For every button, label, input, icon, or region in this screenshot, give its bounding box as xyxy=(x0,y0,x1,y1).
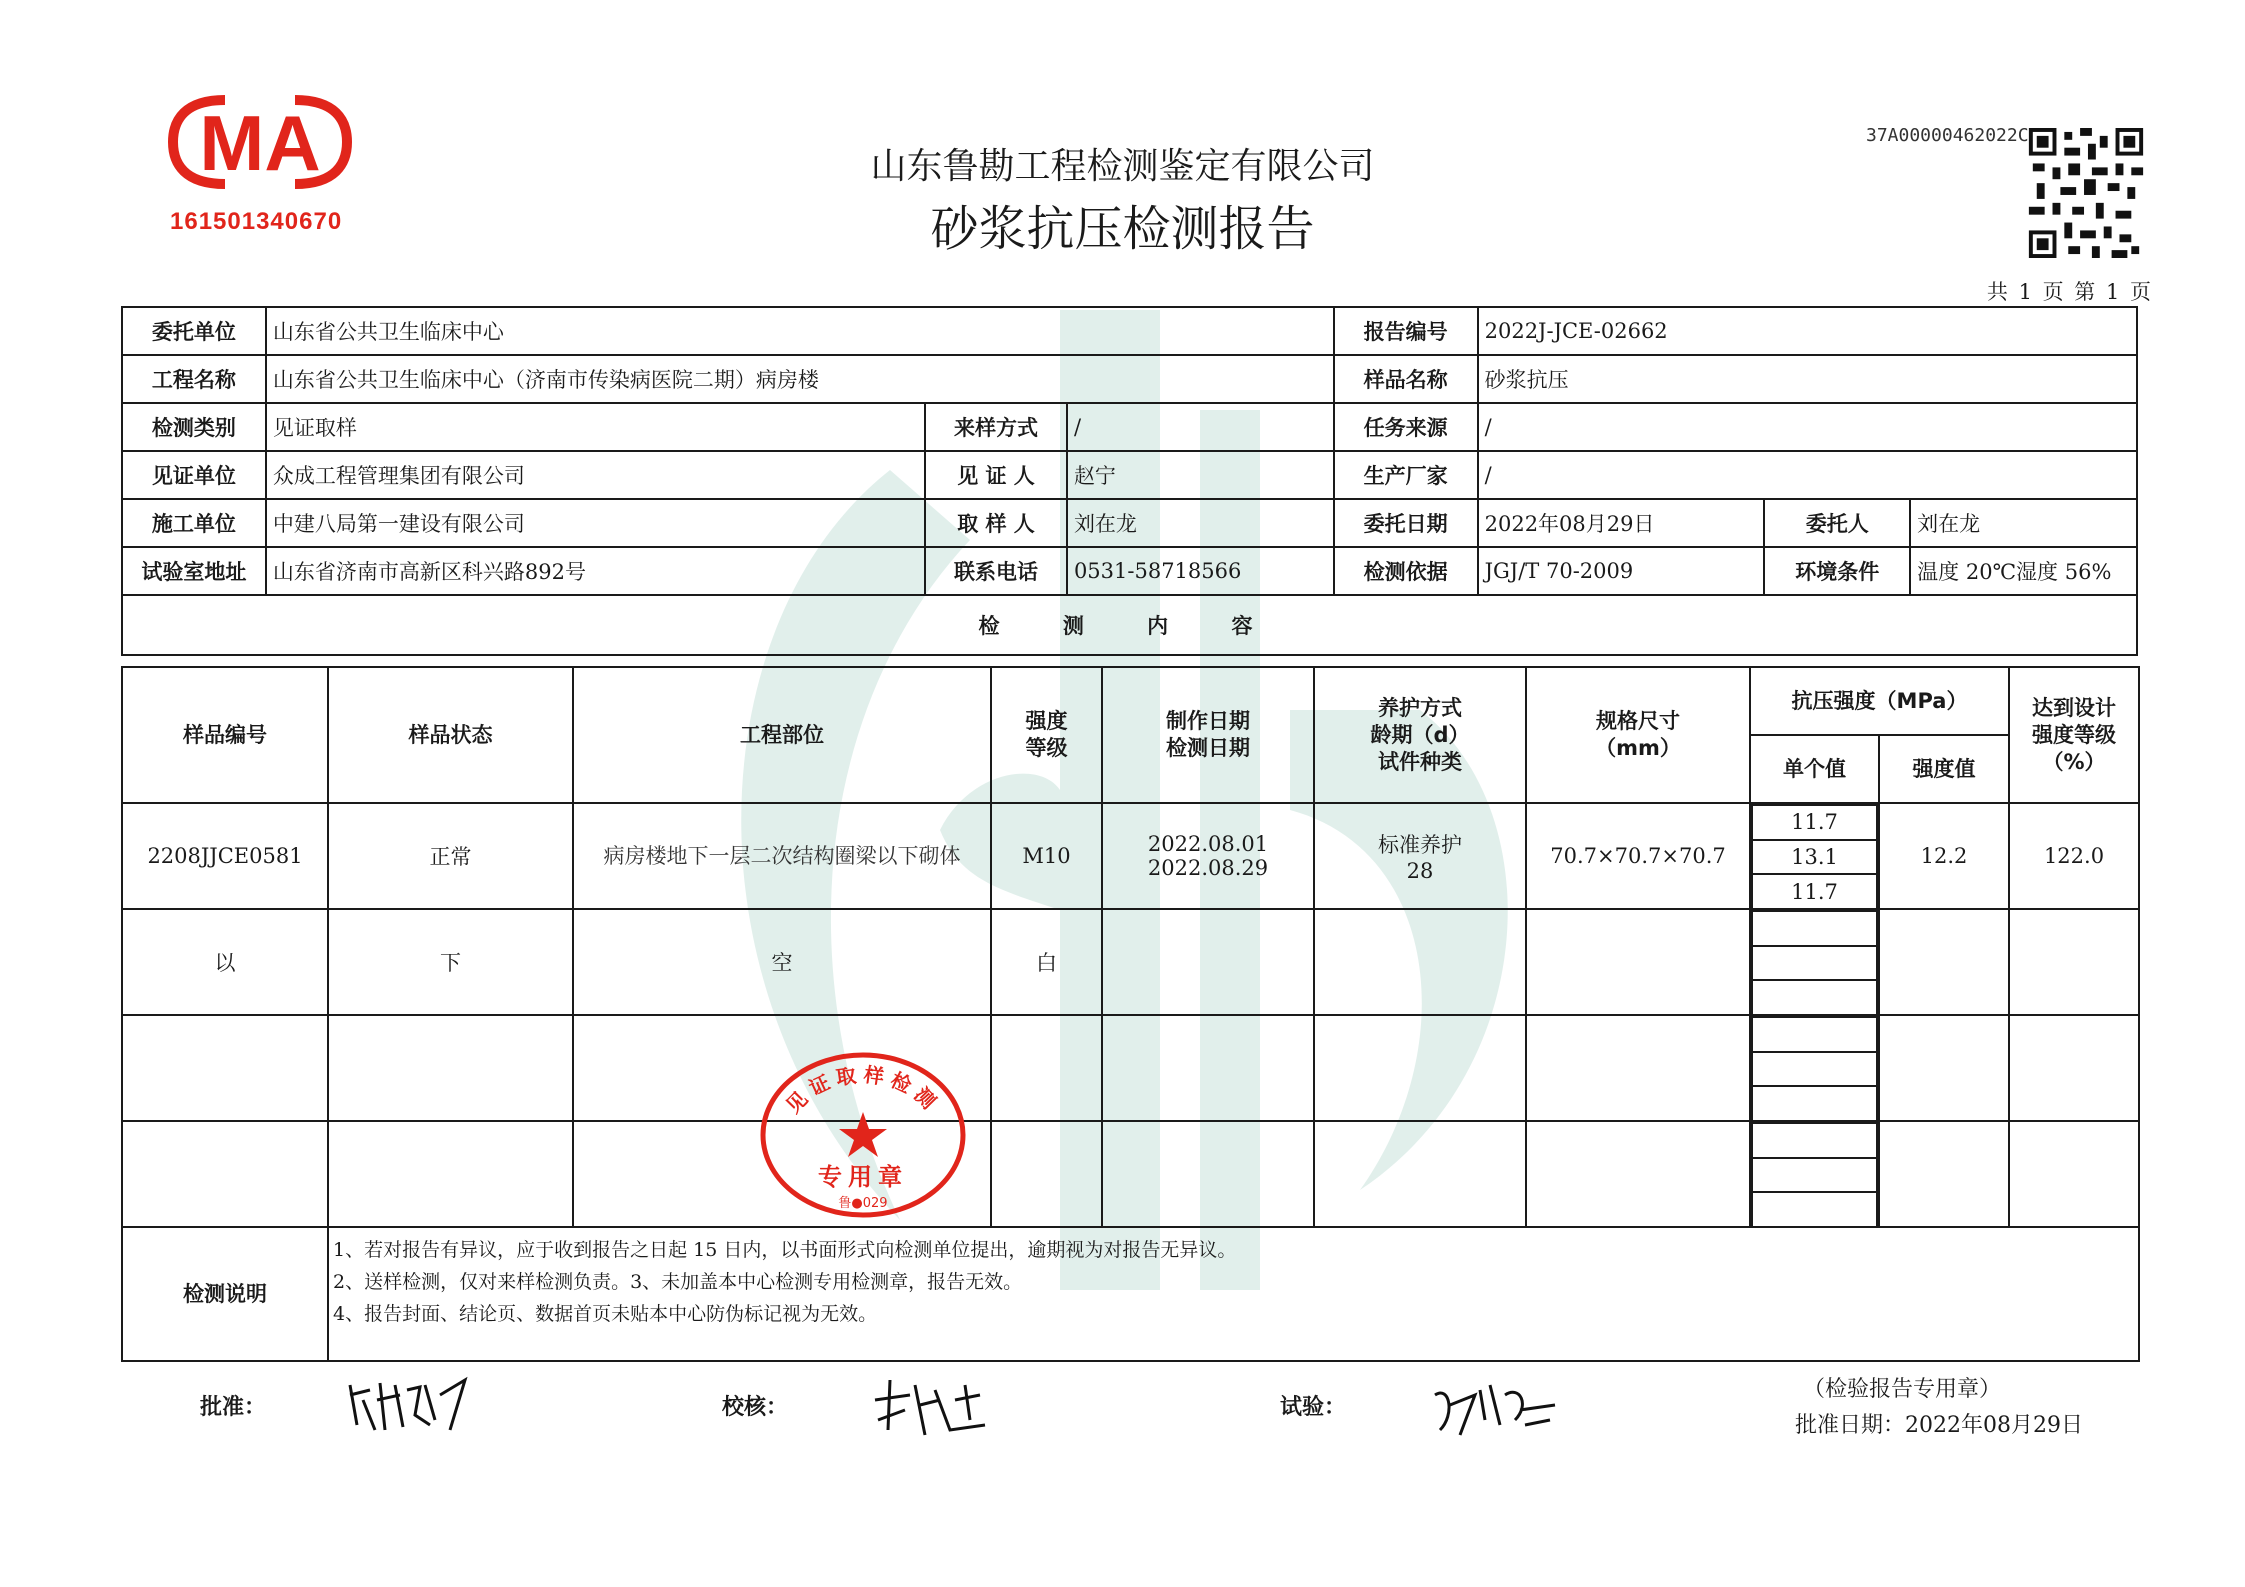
cell-age: 28 xyxy=(1406,859,1434,883)
header-test-date: 检测日期 xyxy=(1166,736,1250,760)
svg-text:鲁●029: 鲁●029 xyxy=(838,1196,888,1211)
cell-curing xyxy=(1314,803,1526,909)
stamp-note: （检验报告专用章） xyxy=(1803,1377,2002,1402)
header-grade xyxy=(991,667,1102,803)
header-size-line1: 规格尺寸 xyxy=(1596,709,1680,733)
blank-mark: 下 xyxy=(328,909,573,1015)
witness-unit-value: 众成工程管理集团有限公司 xyxy=(266,451,925,499)
cell-curing-method: 标准养护 xyxy=(1378,833,1462,857)
sample-name-value: 砂浆抗压 xyxy=(1478,355,2137,403)
header-make-date: 制作日期 xyxy=(1166,709,1250,733)
sample-name-label: 样品名称 xyxy=(1334,355,1478,403)
cell-strength-value: 12.2 xyxy=(1879,803,2009,909)
single-value: 11.7 xyxy=(1752,874,1877,908)
notes-label: 检测说明 xyxy=(122,1227,328,1361)
construction-unit-label: 施工单位 xyxy=(122,499,266,547)
notes-row xyxy=(122,1227,2139,1361)
construction-unit-value: 中建八局第一建设有限公司 xyxy=(266,499,925,547)
report-no-label: 报告编号 xyxy=(1334,307,1478,355)
cell-make-date: 2022.08.01 xyxy=(1147,832,1269,856)
commissioner-label: 委托人 xyxy=(1764,499,1910,547)
cell-test-date: 2022.08.29 xyxy=(1147,856,1269,880)
cell-sample-state: 正常 xyxy=(328,803,573,909)
manufacturer-label: 生产厂家 xyxy=(1334,451,1478,499)
report-code: 37A00000462022C xyxy=(1866,125,2029,146)
checker-signature xyxy=(870,1375,995,1445)
sampling-method-label: 来样方式 xyxy=(925,403,1067,451)
environment-label: 环境条件 xyxy=(1764,547,1910,595)
header-ratio-line2: 强度等级 xyxy=(2032,722,2116,747)
cell-ratio: 122.0 xyxy=(2009,803,2139,909)
report-no-value: 2022J-JCE-02662 xyxy=(1478,307,2137,355)
check-label: 校核： xyxy=(722,1395,789,1420)
commission-date-value: 2022年08月29日 xyxy=(1478,499,1765,547)
header-ratio-line3: （%） xyxy=(2042,749,2106,774)
cell-grade: M10 xyxy=(991,803,1102,909)
commission-date-label: 委托日期 xyxy=(1334,499,1478,547)
company-name: 山东鲁勘工程检测鉴定有限公司 xyxy=(870,146,1375,187)
header-dates xyxy=(1102,667,1314,803)
svg-text:见证取样检测: 见证取样检测 xyxy=(781,1062,945,1118)
table-row xyxy=(122,909,2139,1015)
header-strength: 抗压强度（MPa） xyxy=(1750,667,2009,735)
page-indicator: 共 1 页 第 1 页 xyxy=(1986,280,2153,304)
header-ratio-line1: 达到设计 xyxy=(2032,695,2116,720)
table-row xyxy=(122,1121,2139,1227)
header-sample-no: 样品编号 xyxy=(122,667,328,803)
cell-dates xyxy=(1102,803,1314,909)
tester-signature xyxy=(1430,1375,1560,1445)
sampling-method-value: / xyxy=(1067,403,1334,451)
cell-singles xyxy=(1750,803,1879,909)
svg-text:专用章: 专用章 xyxy=(818,1163,908,1191)
test-label: 试验： xyxy=(1280,1395,1347,1420)
witness-unit-label: 见证单位 xyxy=(122,451,266,499)
header-curing-line3: 试件种类 xyxy=(1378,749,1462,774)
results-table xyxy=(121,666,2140,1362)
blank-mark: 以 xyxy=(122,909,328,1015)
task-source-label: 任务来源 xyxy=(1334,403,1478,451)
task-source-value: / xyxy=(1478,403,2137,451)
table-row xyxy=(122,803,2139,909)
header-curing-line2: 龄期（d） xyxy=(1370,722,1470,747)
singles-list xyxy=(1751,804,1878,908)
svg-text:MA: MA xyxy=(199,99,321,187)
blank-mark: 空 xyxy=(573,909,991,1015)
project-value: 山东省公共卫生临床中心（济南市传染病医院二期）病房楼 xyxy=(266,355,1334,403)
phone-value: 0531-58718566 xyxy=(1067,547,1334,595)
lab-address-label: 试验室地址 xyxy=(122,547,266,595)
report-info-table xyxy=(121,306,2138,656)
header-sample-state: 样品状态 xyxy=(328,667,573,803)
basis-label: 检测依据 xyxy=(1334,547,1478,595)
approval-info xyxy=(1795,1372,2083,1444)
header-ratio xyxy=(2009,667,2139,803)
phone-label: 联系电话 xyxy=(925,547,1067,595)
header-strength-value: 强度值 xyxy=(1879,735,2009,803)
header-location: 工程部位 xyxy=(573,667,991,803)
project-label: 工程名称 xyxy=(122,355,266,403)
witness-value: 赵宁 xyxy=(1067,451,1334,499)
lab-address-value: 山东省济南市高新区科兴路892号 xyxy=(266,547,925,595)
qr-code-icon xyxy=(2028,128,2144,258)
table-row xyxy=(122,1015,2139,1121)
header-grade-line2: 等级 xyxy=(1025,736,1068,760)
header-grade-line1: 强度 xyxy=(1025,709,1068,733)
notes-content xyxy=(328,1227,2139,1361)
cell-size: 70.7×70.7×70.7 xyxy=(1526,803,1750,909)
header-single: 单个值 xyxy=(1750,735,1879,803)
cma-number: 161501340670 xyxy=(170,208,343,235)
report-title: 砂浆抗压检测报告 xyxy=(930,201,1315,257)
test-type-label: 检测类别 xyxy=(122,403,266,451)
client-label: 委托单位 xyxy=(122,307,266,355)
witness-label: 见 证 人 xyxy=(925,451,1067,499)
approve-date: 批准日期：2022年08月29日 xyxy=(1795,1413,2083,1438)
approver-signature xyxy=(345,1375,470,1435)
cell-sample-no: 2208JJCE0581 xyxy=(122,803,328,909)
header-curing-line1: 养护方式 xyxy=(1378,695,1462,720)
cell-location: 病房楼地下一层二次结构圈梁以下砌体 xyxy=(573,803,991,909)
commissioner-value: 刘在龙 xyxy=(1910,499,2137,547)
note-line: 2、送样检测，仅对来样检测负责。3、未加盖本中心检测专用检测章，报告无效。 xyxy=(333,1271,1023,1293)
environment-value: 温度 20℃湿度 56% xyxy=(1910,547,2137,595)
sampler-label: 取 样 人 xyxy=(925,499,1067,547)
header-size-line2: （mm） xyxy=(1595,736,1681,760)
single-value: 13.1 xyxy=(1752,840,1877,875)
header-size xyxy=(1526,667,1750,803)
test-type-value: 见证取样 xyxy=(266,403,925,451)
note-line: 4、报告封面、结论页、数据首页未贴本中心防伪标记视为无效。 xyxy=(333,1303,878,1325)
single-value: 11.7 xyxy=(1752,805,1877,840)
witness-sampling-stamp xyxy=(758,1050,968,1220)
manufacturer-value: / xyxy=(1478,451,2137,499)
section-title: 检 测 内 容 xyxy=(122,595,2137,655)
approve-label: 批准： xyxy=(200,1395,267,1420)
basis-value: JGJ/T 70-2009 xyxy=(1478,547,1765,595)
header-curing xyxy=(1314,667,1526,803)
blank-mark: 白 xyxy=(991,909,1102,1015)
client-value: 山东省公共卫生临床中心 xyxy=(266,307,1334,355)
sampler-value: 刘在龙 xyxy=(1067,499,1334,547)
note-line: 1、若对报告有异议，应于收到报告之日起 15 日内，以书面形式向检测单位提出，逾期视为对报告无异议。 xyxy=(333,1239,1237,1261)
